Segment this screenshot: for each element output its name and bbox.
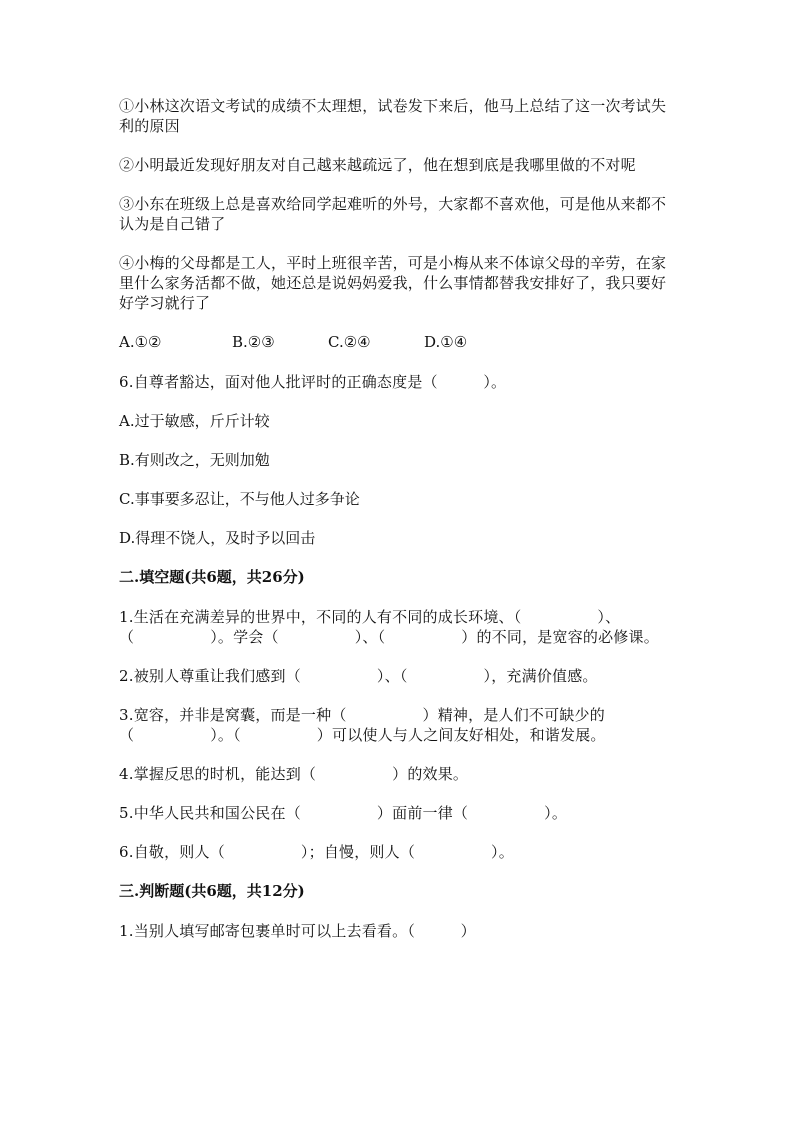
q6-option-d: D.得理不饶人，及时予以回击 bbox=[119, 529, 316, 547]
case-item-3: ③小东在班级上总是喜欢给同学起难听的外号，大家都不喜欢他，可是他从来都不认为是自己错了 bbox=[119, 195, 667, 233]
q6-stem: 6.自尊者豁达，面对他人批评时的正确态度是（ ）。 bbox=[119, 373, 507, 391]
case-item-1: ①小林这次语文考试的成绩不太理想，试卷发下来后，他马上总结了这一次考试失利的原因 bbox=[119, 97, 667, 135]
case-item-2: ②小明最近发现好朋友对自己越来越疏远了，他在想到底是我哪里做的不对呢 bbox=[119, 156, 636, 174]
fill-question-1: 1.生活在充满差异的世界中，不同的人有不同的成长环境、（ ）、（ ）。学会（ ）、（ ）的不同，是宽容的必修课。 bbox=[119, 608, 659, 646]
exam-page bbox=[119, 96, 675, 960]
q5-option-c: C.②④ bbox=[328, 333, 371, 351]
fill-question-3: 3.宽容，并非是窝囊，而是一种（ ）精神，是人们不可缺少的（ ）。（ ）可以使人与人之间友好相处，和谐发展。 bbox=[119, 706, 606, 744]
section-3-heading: 三.判断题(共6题，共12分) bbox=[119, 882, 305, 900]
fill-question-4: 4.掌握反思的时机，能达到（ ）的效果。 bbox=[119, 765, 469, 783]
judge-question-1: 1.当别人填写邮寄包裹单时可以上去看看。（ ） bbox=[119, 922, 476, 940]
q6-option-b: B.有则改之，无则加勉 bbox=[119, 451, 270, 469]
q5-option-a: A.①② bbox=[119, 333, 162, 351]
q5-option-b: B.②③ bbox=[232, 333, 275, 351]
section-2-heading: 二.填空题(共6题，共26分) bbox=[119, 568, 305, 586]
fill-question-2: 2.被别人尊重让我们感到（ ）、（ ），充满价值感。 bbox=[119, 667, 598, 685]
fill-question-6: 6.自敬，则人（ ）；自慢，则人（ ）。 bbox=[119, 843, 514, 861]
fill-question-5: 5.中华人民共和国公民在（ ）面前一律（ ）。 bbox=[119, 804, 568, 822]
q5-option-d: D.①④ bbox=[424, 333, 468, 351]
q6-option-a: A.过于敏感，斤斤计较 bbox=[119, 412, 270, 430]
q5-options bbox=[119, 332, 675, 352]
case-item-4: ④小梅的父母都是工人，平时上班很辛苦，可是小梅从来不体谅父母的辛劳，在家里什么家务活都不做，她还总是说妈妈爱我，什么事情都替我安排好了，我只要好好学习就行了 bbox=[119, 254, 667, 312]
q6-option-c: C.事事要多忍让，不与他人过多争论 bbox=[119, 490, 360, 508]
